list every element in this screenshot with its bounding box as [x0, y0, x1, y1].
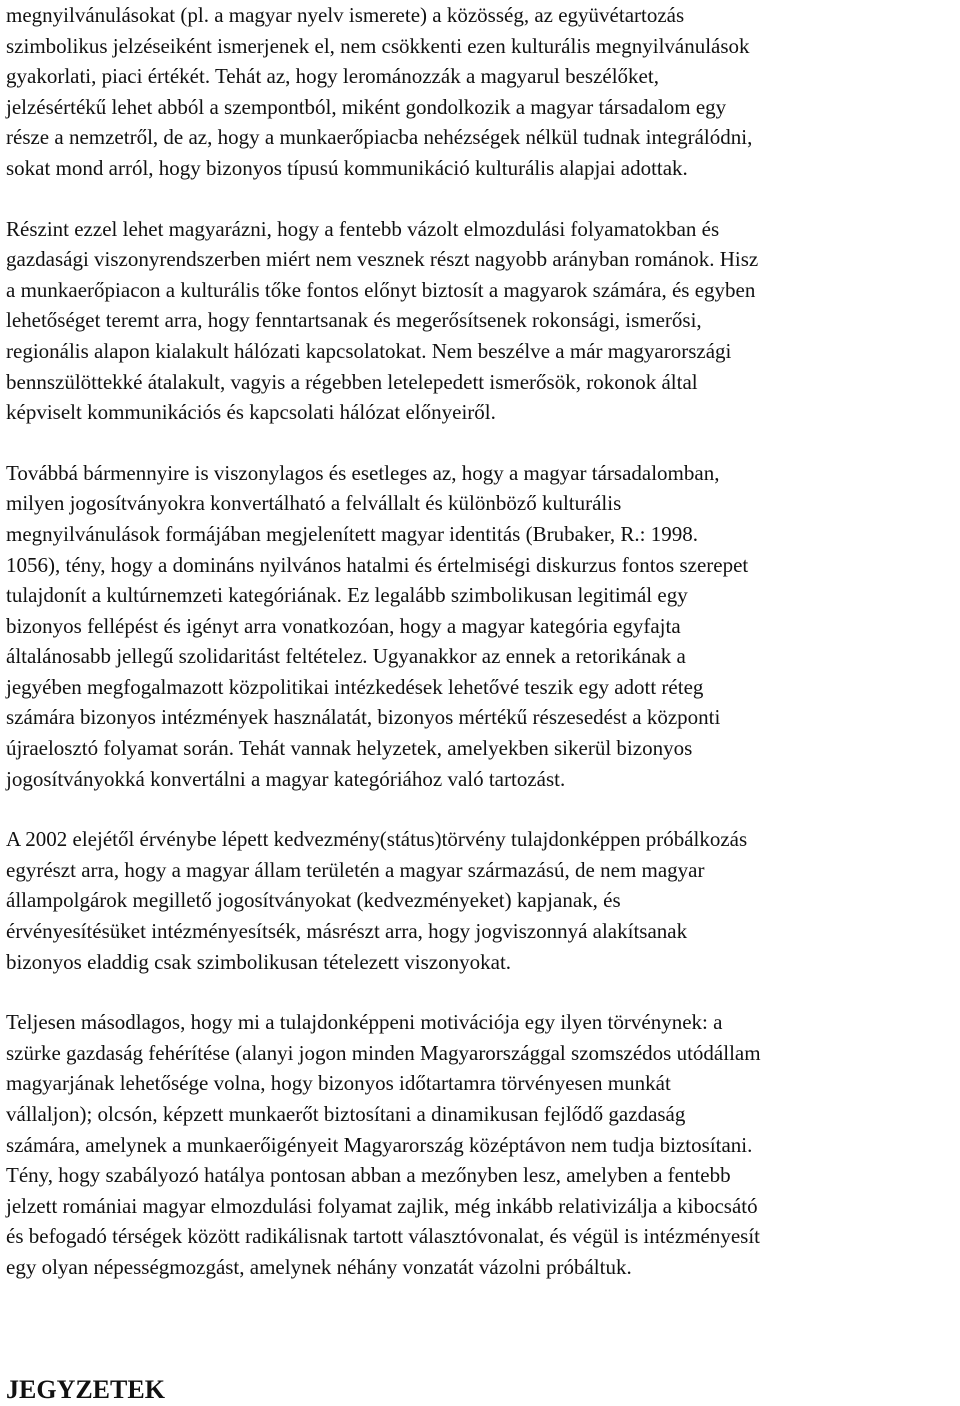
paragraph-gap: [6, 184, 958, 214]
paragraph-2: Részint ezzel lehet magyarázni, hogy a fentebb vázolt elmozdulási folyamatokban és gazdasági viszonyrendszerben miért nem vesznek részt nagyobb arányban románok. Hisz a munkaerőpiacon a kulturális tőke fontos előnyt biztosít a magyarok számára, és egyben lehetőséget teremt arra, hogy fenntartsanak és megerősítsenek rokonsági, ismerősi, regionális alapon kialakult hálózati kapcsolatokat. Nem beszélve a már magyarországi bennszülöttekké átalakult, vagyis a régebben letelepedett ismerősök, rokonok által képviselt kommunikációs és kapcsolati hálózat előnyeiről.: [6, 216, 759, 425]
paragraph-3: Továbbá bármennyire is viszonylagos és esetleges az, hogy a magyar társadalomban, milyen jogosítványokra konvertálható a felvállalt és különböző kulturális megnyilvánulások formájában megjelenített magyar identitás (Brubaker, R.: 1998. 1056), tény, hogy a domináns nyilvános hatalmi és értelmiségi diskurzus fontos szerepet tulajdonít a kultúrnemzeti kategóriának. Ez legalább szimbolikusan legitimál egy bizonyos fellépést és igényt arra vonatkozóan, hogy a magyar kategória egyfajta általánosabb jellegű szolidaritást feltételez. Ugyanakkor az ennek a retorikának a jegyében megfogalmazott közpolitikai intézkedések lehetővé teszik egy adott réteg számára bizonyos intézmények használatát, bizonyos mértékű részesedést a központi újraelosztó folyamat során. Tehát vannak helyzetek, amelyekben sikerül bizonyos jogosítványokká konvertálni a magyar kategóriához való tartozást.: [6, 460, 749, 791]
paragraph-1: megnyilvánulásokat (pl. a magyar nyelv ismerete) a közösség, az együvétartozás szimbolikus jelzéseiként ismerjenek el, nem csökkenti ezen kulturális megnyilvánulások gyakorlati, piaci értékét. Tehát az, hogy lerománozzák a magyarul beszélőket, jelzésértékű lehet abból a szempontból, miként gondolkozik a magyar társadalom egy része a nemzetről, de az, hogy a munkaerőpiacba nehézségek nélkül tudnak integrálódni, sokat mond arról, hogy bizonyos típusú kommunikáció kulturális alapjai adottak.: [6, 3, 753, 180]
paragraph-gap: [6, 428, 958, 458]
notes-heading: JEGYZETEK: [6, 1375, 165, 1404]
document-body: [6, 0, 958, 1283]
paragraph-4: A 2002 elejétől érvénybe lépett kedvezmény(státus)törvény tulajdonképpen próbálkozás egyrészt arra, hogy a magyar állam területén a magyar származású, de nem magyar állampolgárok megillető jogosítványokat (kedvezményeket) kapjanak, és érvényesítésüket intézményesítsék, másrészt arra, hogy jogviszonnyá alakítsanak bizonyos eladdig csak szimbolikusan tételezett viszonyokat.: [6, 827, 748, 974]
paragraph-5: Teljesen másodlagos, hogy mi a tulajdonképpeni motivációja egy ilyen törvénynek: a szürke gazdaság fehérítése (alanyi jogon minden Magyarországgal szomszédos utódállam magyarjának lehetősége volna, hogy bizonyos időtartamra törvényesen munkát vállaljon); olcsón, képzett munkaerőt biztosítani a dinamikusan fejlődő gazdaság számára, amelynek a munkaerőigényeit Magyarország középtávon nem tudja biztosítani. Tény, hogy szabályozó hatálya pontosan abban a mezőnyben lesz, amelyben a fentebb jelzett romániai magyar elmozdulási folyamat zajlik, még inkább relativizálja a kibocsátó és befogadó térségek között radikálisnak tartott választóvonalat, és végül is intézményesít egy olyan népességmozgást, amelynek néhány vonzatát vázolni próbáltuk.: [6, 1010, 761, 1279]
paragraph-gap: [6, 977, 958, 1007]
paragraph-gap: [6, 794, 958, 824]
